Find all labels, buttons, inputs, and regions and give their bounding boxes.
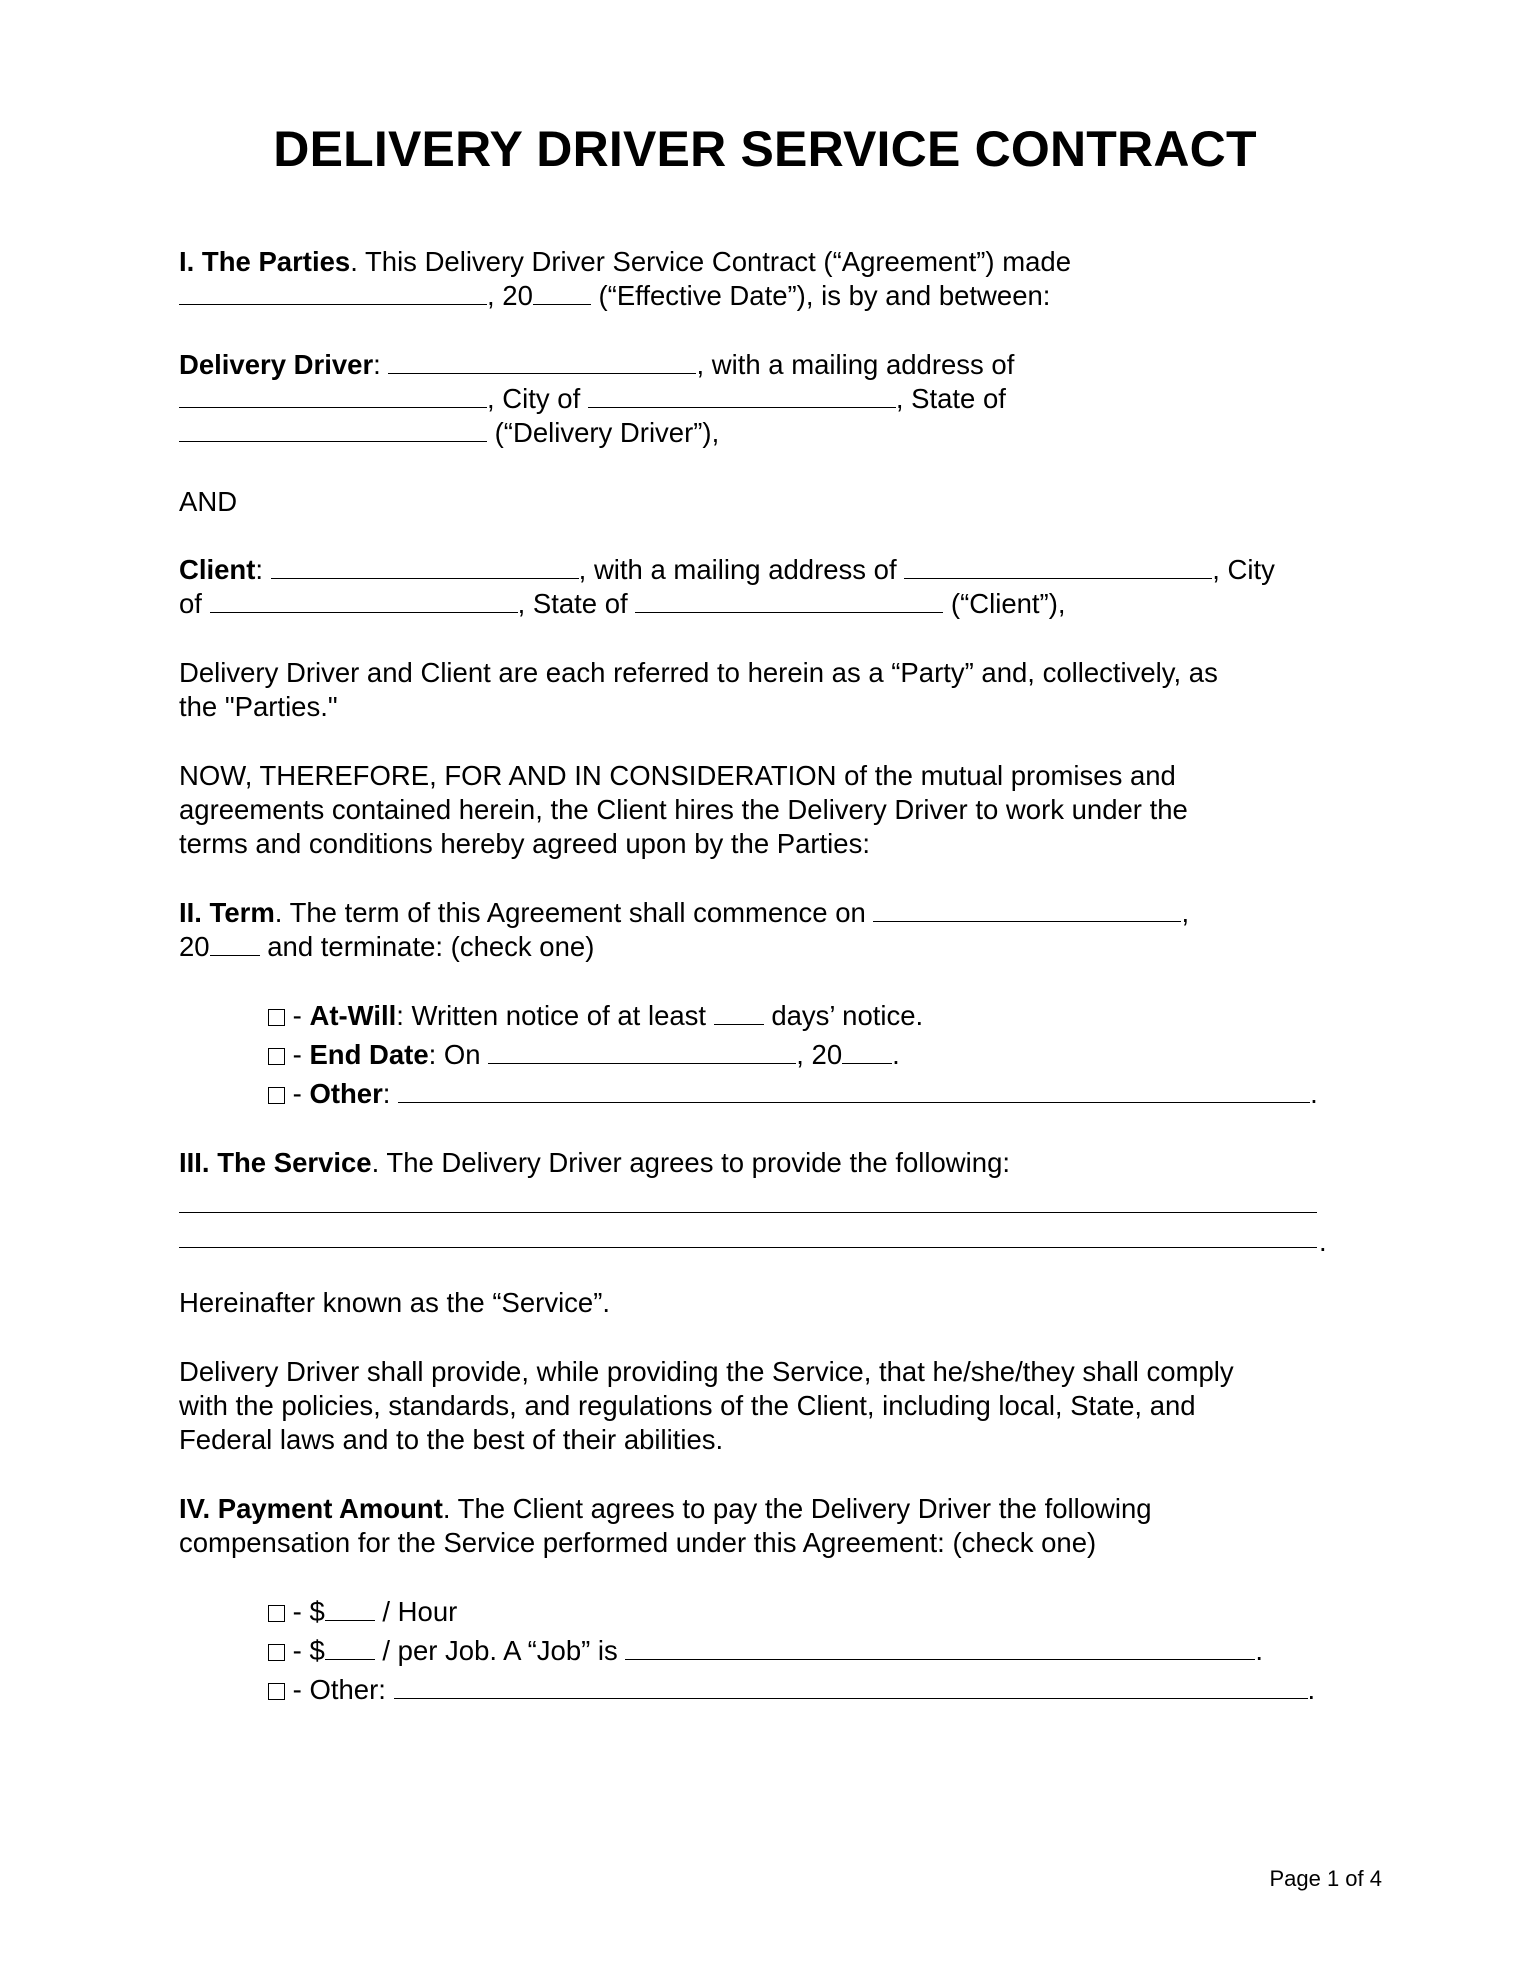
end-date-checkbox[interactable] [268,1048,285,1065]
term-start-year-field[interactable] [210,931,260,956]
at-will-checkbox[interactable] [268,1009,285,1026]
term-other-checkbox[interactable] [268,1087,285,1104]
term-heading: II. Term [179,897,275,928]
driver-state-field[interactable] [179,417,487,442]
client-city-field[interactable] [210,588,518,613]
driver-address-field[interactable] [179,383,487,408]
service-line-1: III. The Service. The Delivery Driver agrees to provide the following: [179,1147,1011,1178]
payment-option-hourly: - $ / Hour [268,1595,457,1629]
referred-line-1: Delivery Driver and Client are each referred to herein as a “Party” and, collectively, as [179,657,1218,688]
service-period: . [1319,1226,1327,1257]
client-line-2: of , State of (“Client”), [179,588,1066,619]
consideration-line-3: terms and conditions hereby agreed upon by the Parties: [179,828,870,859]
term-option-end-date: - End Date: On , 20 . [268,1038,900,1072]
term-line-2: 20 and terminate: (check one) [179,931,595,962]
consideration-line-1: NOW, THEREFORE, FOR AND IN CONSIDERATION of the mutual promises and [179,760,1176,791]
effective-year-field[interactable] [533,280,591,305]
document-title: DELIVERY DRIVER SERVICE CONTRACT [273,121,1257,177]
driver-name-field[interactable] [388,349,696,374]
term-line-1: II. Term. The term of this Agreement shall commence on , [179,897,1190,928]
page-number: Page 1 of 4 [1269,1866,1382,1891]
payment-other-checkbox[interactable] [268,1683,285,1700]
parties-line-1: I. The Parties. This Delivery Driver Service Contract (“Agreement”) made [179,246,1071,277]
client-address-field[interactable] [904,554,1212,579]
driver-city-field[interactable] [588,383,896,408]
service-description-line-1[interactable] [179,1212,1317,1213]
payment-option-per-job: - $ / per Job. A “Job” is . [268,1634,1263,1668]
comply-line-3: Federal laws and to the best of their abilities. [179,1424,724,1455]
parties-line-2: , 20 (“Effective Date”), is by and between: [179,279,1050,313]
comply-line-2: with the policies, standards, and regulations of the Client, including local, State, and [179,1390,1196,1421]
hourly-checkbox[interactable] [268,1605,285,1622]
driver-line-1: Delivery Driver: , with a mailing address of [179,349,1015,380]
service-heading: III. The Service [179,1147,372,1178]
term-option-other: - Other: . [268,1077,1318,1111]
payment-line-2: compensation for the Service performed under this Agreement: (check one) [179,1527,1097,1558]
service-description-line-2[interactable] [179,1247,1317,1248]
payment-line-1: IV. Payment Amount. The Client agrees to pay the Delivery Driver the following [179,1493,1152,1524]
comply-line-1: Delivery Driver shall provide, while providing the Service, that he/she/they shall comply [179,1356,1234,1387]
payment-heading: IV. Payment Amount [179,1493,443,1524]
hourly-rate-field[interactable] [325,1596,375,1621]
payment-other-field[interactable] [394,1674,1308,1699]
job-description-field[interactable] [625,1635,1255,1660]
service-known-as: Hereinafter known as the “Service”. [179,1287,611,1318]
driver-label: Delivery Driver [179,349,374,380]
consideration-line-2: agreements contained herein, the Client hires the Delivery Driver to work under the [179,794,1188,825]
client-state-field[interactable] [635,588,943,613]
driver-line-3: (“Delivery Driver”), [179,416,719,450]
and-text: AND [179,486,238,517]
end-date-field[interactable] [488,1039,796,1064]
client-name-field[interactable] [271,554,579,579]
per-job-rate-field[interactable] [325,1635,375,1660]
parties-heading: I. The Parties [179,246,351,277]
term-other-field[interactable] [398,1078,1310,1103]
driver-line-2: , City of , State of [179,382,1006,416]
term-option-at-will: - At-Will: Written notice of at least days’ notice. [268,999,923,1033]
term-start-date-field[interactable] [873,897,1181,922]
notice-days-field[interactable] [714,1000,764,1025]
referred-line-2: the "Parties." [179,691,338,722]
per-job-checkbox[interactable] [268,1644,285,1661]
end-year-field[interactable] [842,1039,892,1064]
effective-date-field[interactable] [179,280,487,305]
client-line-1: Client: , with a mailing address of , City [179,554,1275,585]
payment-option-other: - Other: . [268,1673,1315,1707]
client-label: Client [179,554,256,585]
